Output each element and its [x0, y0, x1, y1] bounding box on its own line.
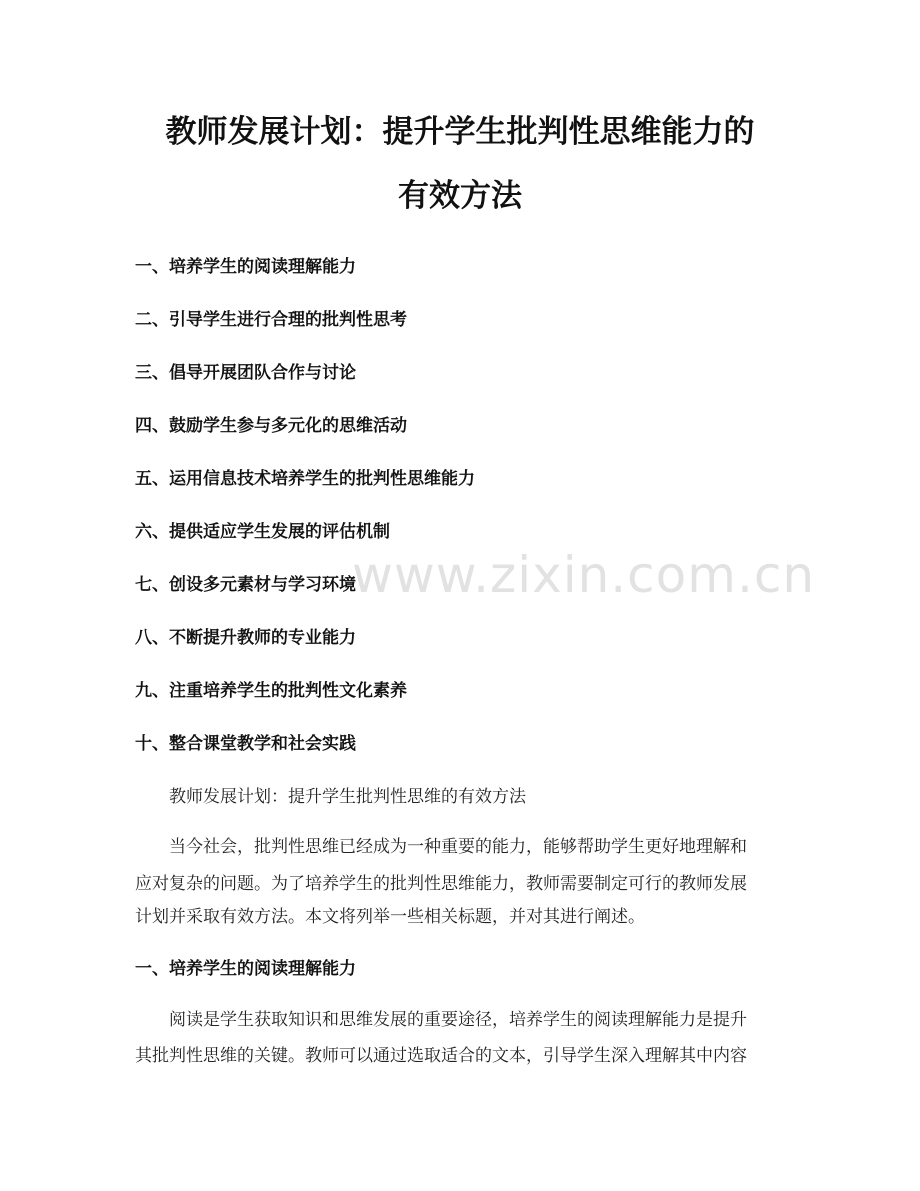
intro-paragraph-line-2: 应对复杂的问题。为了培养学生的批判性思维能力，教师需要制定可行的教师发展	[135, 874, 747, 894]
intro-paragraph-line-3: 计划并采取有效方法。本文将列举一些相关标题，并对其进行阐述。	[135, 907, 645, 927]
document-title-line-2: 有效方法	[398, 178, 522, 214]
toc-item-8: 八、不断提升教师的专业能力	[135, 628, 356, 648]
document-title-line-1: 教师发展计划：提升学生批判性思维能力的	[165, 114, 755, 150]
toc-item-2: 二、引导学生进行合理的批判性思考	[135, 310, 407, 330]
section-heading-1: 一、培养学生的阅读理解能力	[135, 959, 356, 979]
toc-item-4: 四、鼓励学生参与多元化的思维活动	[135, 416, 407, 436]
toc-item-1: 一、培养学生的阅读理解能力	[135, 257, 356, 277]
toc-item-10: 十、整合课堂教学和社会实践	[135, 734, 356, 754]
intro-paragraph-line-1: 当今社会，批判性思维已经成为一种重要的能力，能够帮助学生更好地理解和	[169, 837, 747, 857]
toc-item-3: 三、倡导开展团队合作与讨论	[135, 363, 356, 383]
toc-item-6: 六、提供适应学生发展的评估机制	[135, 522, 390, 542]
section-1-paragraph-line-1: 阅读是学生获取知识和思维发展的重要途径，培养学生的阅读理解能力是提升	[169, 1010, 747, 1030]
toc-item-7: 七、创设多元素材与学习环境	[135, 575, 356, 595]
toc-item-9: 九、注重培养学生的批判性文化素养	[135, 681, 407, 701]
toc-item-5: 五、运用信息技术培养学生的批判性思维能力	[135, 469, 475, 489]
body-subtitle: 教师发展计划：提升学生批判性思维的有效方法	[169, 787, 526, 807]
watermark-text: www.zixin.com.cn	[352, 546, 816, 604]
section-1-paragraph-line-2: 其批判性思维的关键。教师可以通过选取适合的文本，引导学生深入理解其中内容	[135, 1046, 747, 1066]
